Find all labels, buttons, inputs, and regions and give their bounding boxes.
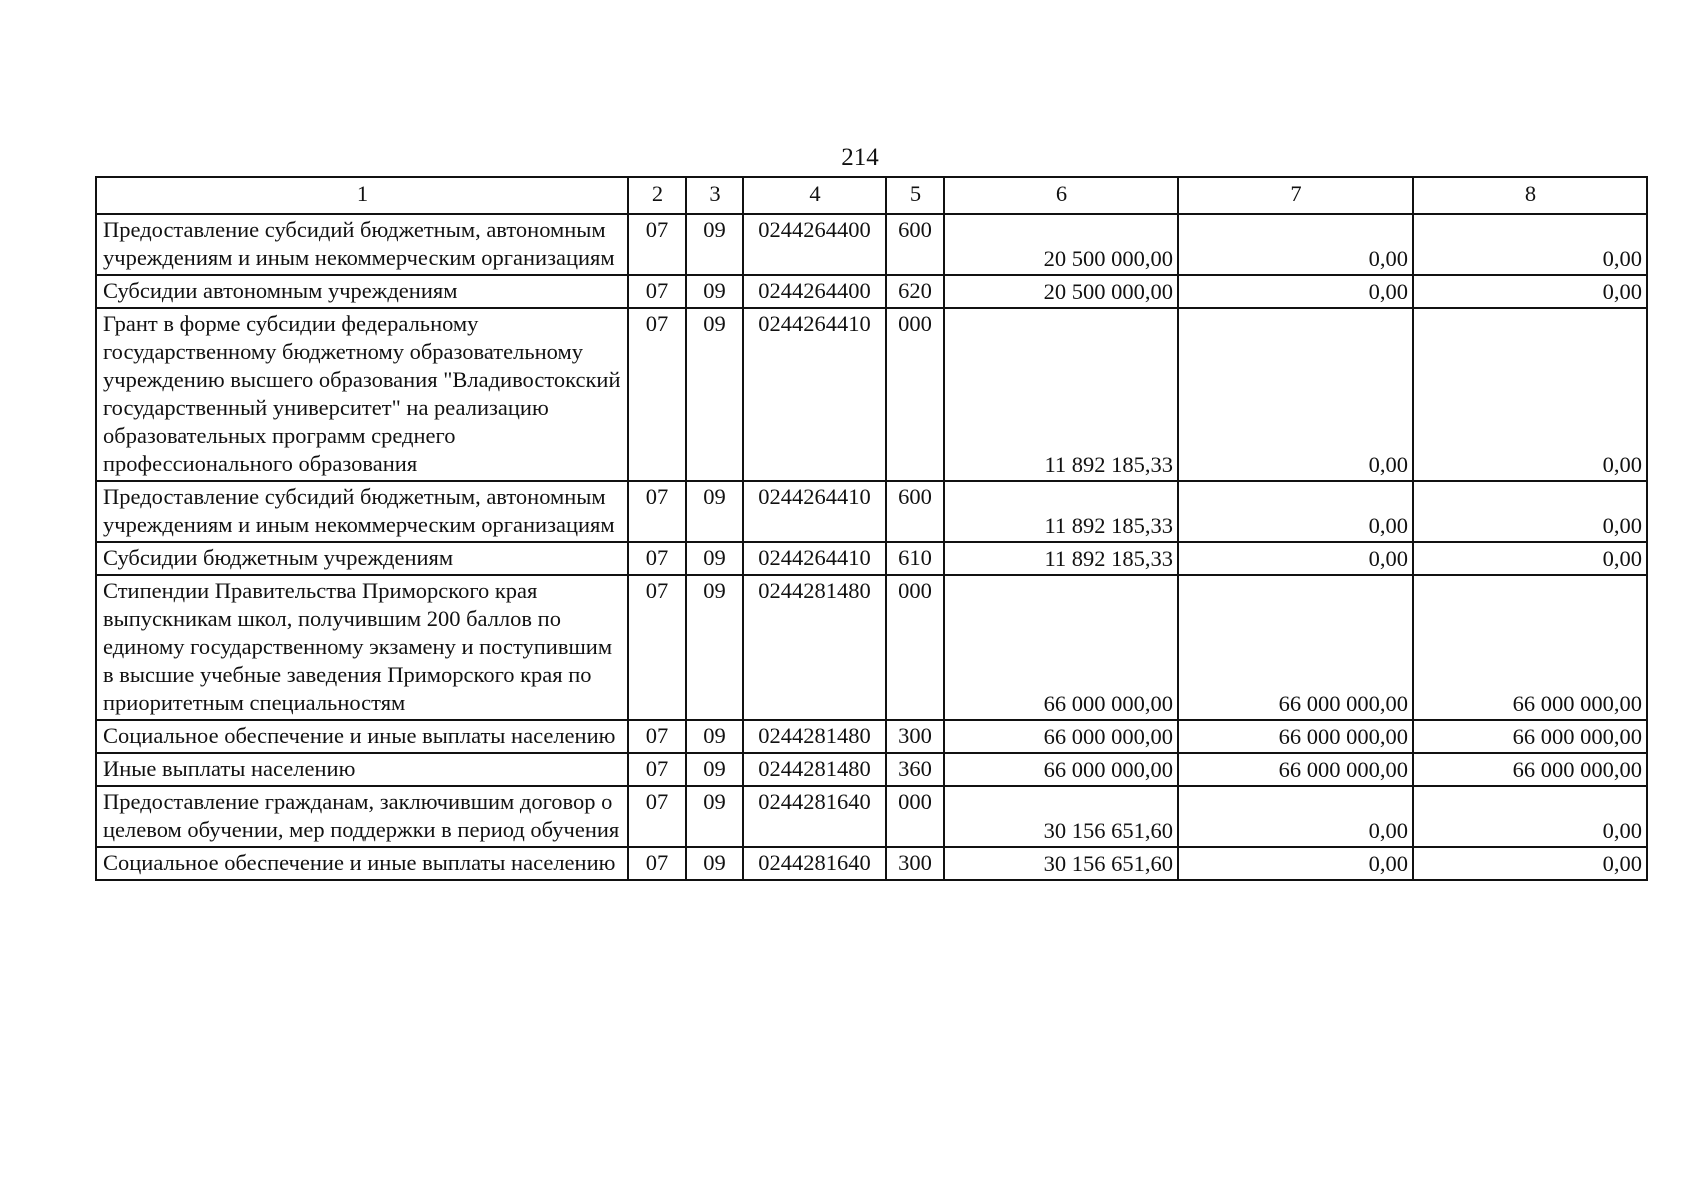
page-number: 214 [841, 144, 879, 171]
row-vr: 000 [886, 308, 944, 481]
row-razdel: 07 [628, 847, 686, 880]
row-podrazdel: 09 [686, 786, 743, 847]
row-razdel: 07 [628, 481, 686, 542]
row-sum-2: 0,00 [1178, 542, 1413, 575]
header-col-6: 6 [944, 177, 1178, 214]
row-sum-2: 0,00 [1178, 481, 1413, 542]
row-name: Социальное обеспечение и иные выплаты населению [96, 847, 628, 880]
table-header [96, 177, 1647, 214]
row-podrazdel: 09 [686, 275, 743, 308]
row-vr: 360 [886, 753, 944, 786]
row-csr: 0244281480 [743, 575, 886, 720]
row-vr: 600 [886, 214, 944, 275]
row-razdel: 07 [628, 542, 686, 575]
table-row [96, 308, 1647, 481]
row-sum-3: 0,00 [1413, 275, 1647, 308]
row-csr: 0244264400 [743, 275, 886, 308]
row-vr: 610 [886, 542, 944, 575]
budget-table [95, 176, 1648, 881]
row-sum-1: 20 500 000,00 [944, 214, 1178, 275]
table-row [96, 481, 1647, 542]
row-podrazdel: 09 [686, 847, 743, 880]
header-col-8: 8 [1413, 177, 1647, 214]
header-col-4: 4 [743, 177, 886, 214]
row-sum-2: 66 000 000,00 [1178, 720, 1413, 753]
table-row [96, 753, 1647, 786]
row-name: Субсидии автономным учреждениям [96, 275, 628, 308]
row-podrazdel: 09 [686, 542, 743, 575]
row-vr: 600 [886, 481, 944, 542]
row-sum-1: 20 500 000,00 [944, 275, 1178, 308]
row-sum-2: 66 000 000,00 [1178, 575, 1413, 720]
header-col-2: 2 [628, 177, 686, 214]
row-sum-1: 66 000 000,00 [944, 575, 1178, 720]
row-razdel: 07 [628, 753, 686, 786]
row-name: Предоставление субсидий бюджетным, автономным учреждениям и иным некоммерческим организациям [96, 214, 628, 275]
row-podrazdel: 09 [686, 575, 743, 720]
row-name: Социальное обеспечение и иные выплаты населению [96, 720, 628, 753]
row-csr: 0244281480 [743, 720, 886, 753]
table-row [96, 720, 1647, 753]
row-name: Предоставление субсидий бюджетным, автономным учреждениям и иным некоммерческим организациям [96, 481, 628, 542]
row-name: Предоставление гражданам, заключившим договор о целевом обучении, мер поддержки в период обучения [96, 786, 628, 847]
row-sum-3: 0,00 [1413, 308, 1647, 481]
header-col-7: 7 [1178, 177, 1413, 214]
header-col-5: 5 [886, 177, 944, 214]
table-row [96, 542, 1647, 575]
row-csr: 0244264410 [743, 308, 886, 481]
row-sum-1: 30 156 651,60 [944, 847, 1178, 880]
row-sum-1: 66 000 000,00 [944, 720, 1178, 753]
row-vr: 000 [886, 786, 944, 847]
header-col-1: 1 [96, 177, 628, 214]
row-podrazdel: 09 [686, 753, 743, 786]
row-sum-3: 0,00 [1413, 481, 1647, 542]
row-sum-3: 66 000 000,00 [1413, 575, 1647, 720]
row-razdel: 07 [628, 720, 686, 753]
row-csr: 0244281640 [743, 847, 886, 880]
table-row [96, 847, 1647, 880]
row-csr: 0244281640 [743, 786, 886, 847]
row-sum-3: 0,00 [1413, 847, 1647, 880]
row-sum-3: 0,00 [1413, 786, 1647, 847]
row-sum-3: 0,00 [1413, 214, 1647, 275]
row-podrazdel: 09 [686, 481, 743, 542]
row-sum-2: 0,00 [1178, 308, 1413, 481]
row-vr: 620 [886, 275, 944, 308]
table-row [96, 214, 1647, 275]
row-razdel: 07 [628, 786, 686, 847]
row-sum-1: 11 892 185,33 [944, 481, 1178, 542]
row-razdel: 07 [628, 214, 686, 275]
table-row [96, 575, 1647, 720]
row-sum-2: 0,00 [1178, 786, 1413, 847]
row-csr: 0244264400 [743, 214, 886, 275]
row-csr: 0244264410 [743, 481, 886, 542]
row-sum-2: 66 000 000,00 [1178, 753, 1413, 786]
row-name: Стипендии Правительства Приморского края выпускникам школ, получившим 200 баллов по единому государственному экзамену и поступившим в высшие учебные заведения Приморского края по приоритетным специальностям [96, 575, 628, 720]
row-sum-1: 11 892 185,33 [944, 308, 1178, 481]
row-vr: 000 [886, 575, 944, 720]
row-vr: 300 [886, 720, 944, 753]
header-col-3: 3 [686, 177, 743, 214]
row-csr: 0244281480 [743, 753, 886, 786]
row-csr: 0244264410 [743, 542, 886, 575]
row-name: Субсидии бюджетным учреждениям [96, 542, 628, 575]
row-name: Иные выплаты населению [96, 753, 628, 786]
row-podrazdel: 09 [686, 720, 743, 753]
header-row [96, 177, 1647, 214]
row-razdel: 07 [628, 308, 686, 481]
row-sum-2: 0,00 [1178, 275, 1413, 308]
row-podrazdel: 09 [686, 214, 743, 275]
row-vr: 300 [886, 847, 944, 880]
row-sum-1: 11 892 185,33 [944, 542, 1178, 575]
row-sum-3: 66 000 000,00 [1413, 720, 1647, 753]
row-razdel: 07 [628, 575, 686, 720]
row-sum-3: 0,00 [1413, 542, 1647, 575]
row-sum-3: 66 000 000,00 [1413, 753, 1647, 786]
row-sum-2: 0,00 [1178, 214, 1413, 275]
row-sum-1: 30 156 651,60 [944, 786, 1178, 847]
row-sum-1: 66 000 000,00 [944, 753, 1178, 786]
table-row [96, 786, 1647, 847]
table-body [96, 214, 1647, 880]
row-name: Грант в форме субсидии федеральному государственному бюджетному образовательному учреждению высшего образования "Владивостокский государственный университет" на реализацию образовательных программ среднего профессионального образования [96, 308, 628, 481]
row-sum-2: 0,00 [1178, 847, 1413, 880]
row-razdel: 07 [628, 275, 686, 308]
row-podrazdel: 09 [686, 308, 743, 481]
table-row [96, 275, 1647, 308]
